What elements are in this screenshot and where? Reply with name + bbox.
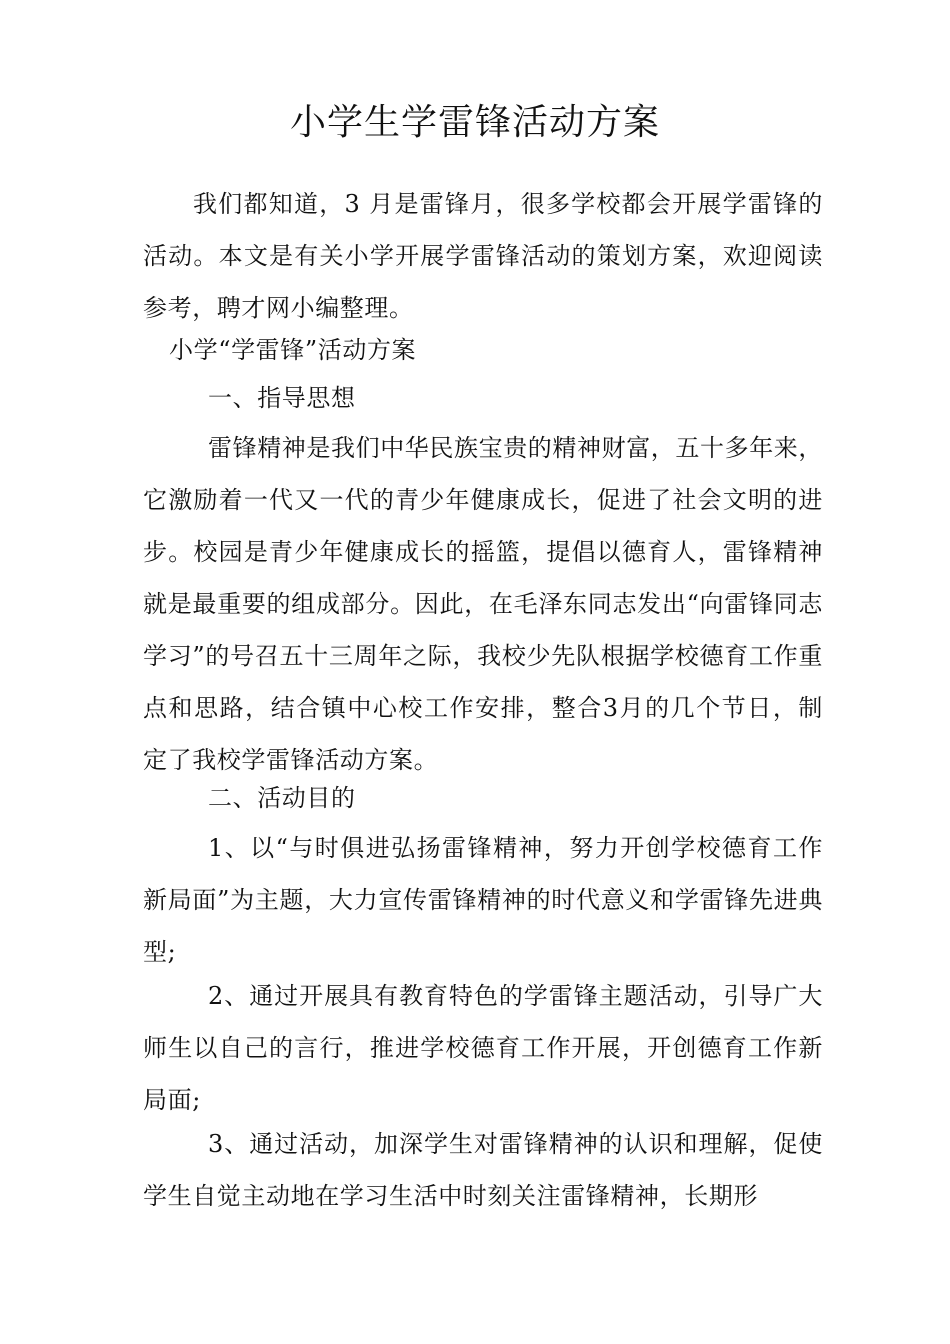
item3-block <box>143 1118 823 1222</box>
item1-block <box>143 822 823 978</box>
list-item: 3、通过活动，加深学生对雷锋精神的认识和理解，促使学生自觉主动地在学习生活中时刻关注雷锋精神，长期形 <box>143 1130 823 1210</box>
list-item: 1、以“与时俱进弘扬雷锋精神，努力开创学校德育工作新局面”为主题，大力宣传雷锋精神的时代意义和学雷锋先进典型; <box>143 834 823 966</box>
section1-paragraph: 雷锋精神是我们中华民族宝贵的精神财富，五十多年来，它激励着一代又一代的青少年健康成长，促进了社会文明的进步。校园是青少年健康成长的摇篮，提倡以德育人，雷锋精神就是最重要的组成部分。因此，在毛泽东同志发出“向雷锋同志学习”的号召五十三周年之际，我校少先队根据学校德育工作重点和思路，结合镇中心校工作安排，整合3月的几个节日，制定了我校学雷锋活动方案。 <box>143 434 823 774</box>
document-subtitle: 小学“学雷锋”活动方案 <box>169 336 417 364</box>
list-item: 2、通过开展具有教育特色的学雷锋主题活动，引导广大师生以自己的言行，推进学校德育工作开展，开创德育工作新局面; <box>143 982 823 1114</box>
subtitle-block <box>143 324 823 376</box>
section1-heading: 一、指导思想 <box>208 384 356 412</box>
intro-paragraph-block <box>143 178 823 334</box>
section1-body-block <box>143 422 823 786</box>
document-title: 小学生学雷锋活动方案 <box>289 102 660 143</box>
section2-heading-block <box>143 772 823 824</box>
item2-block <box>143 970 823 1126</box>
section2-heading: 二、活动目的 <box>208 784 356 812</box>
intro-paragraph: 我们都知道，3 月是雷锋月，很多学校都会开展学雷锋的活动。本文是有关小学开展学雷锋活动的策划方案，欢迎阅读参考，聘才网小编整理。 <box>143 190 823 322</box>
section1-heading-block <box>143 372 823 424</box>
